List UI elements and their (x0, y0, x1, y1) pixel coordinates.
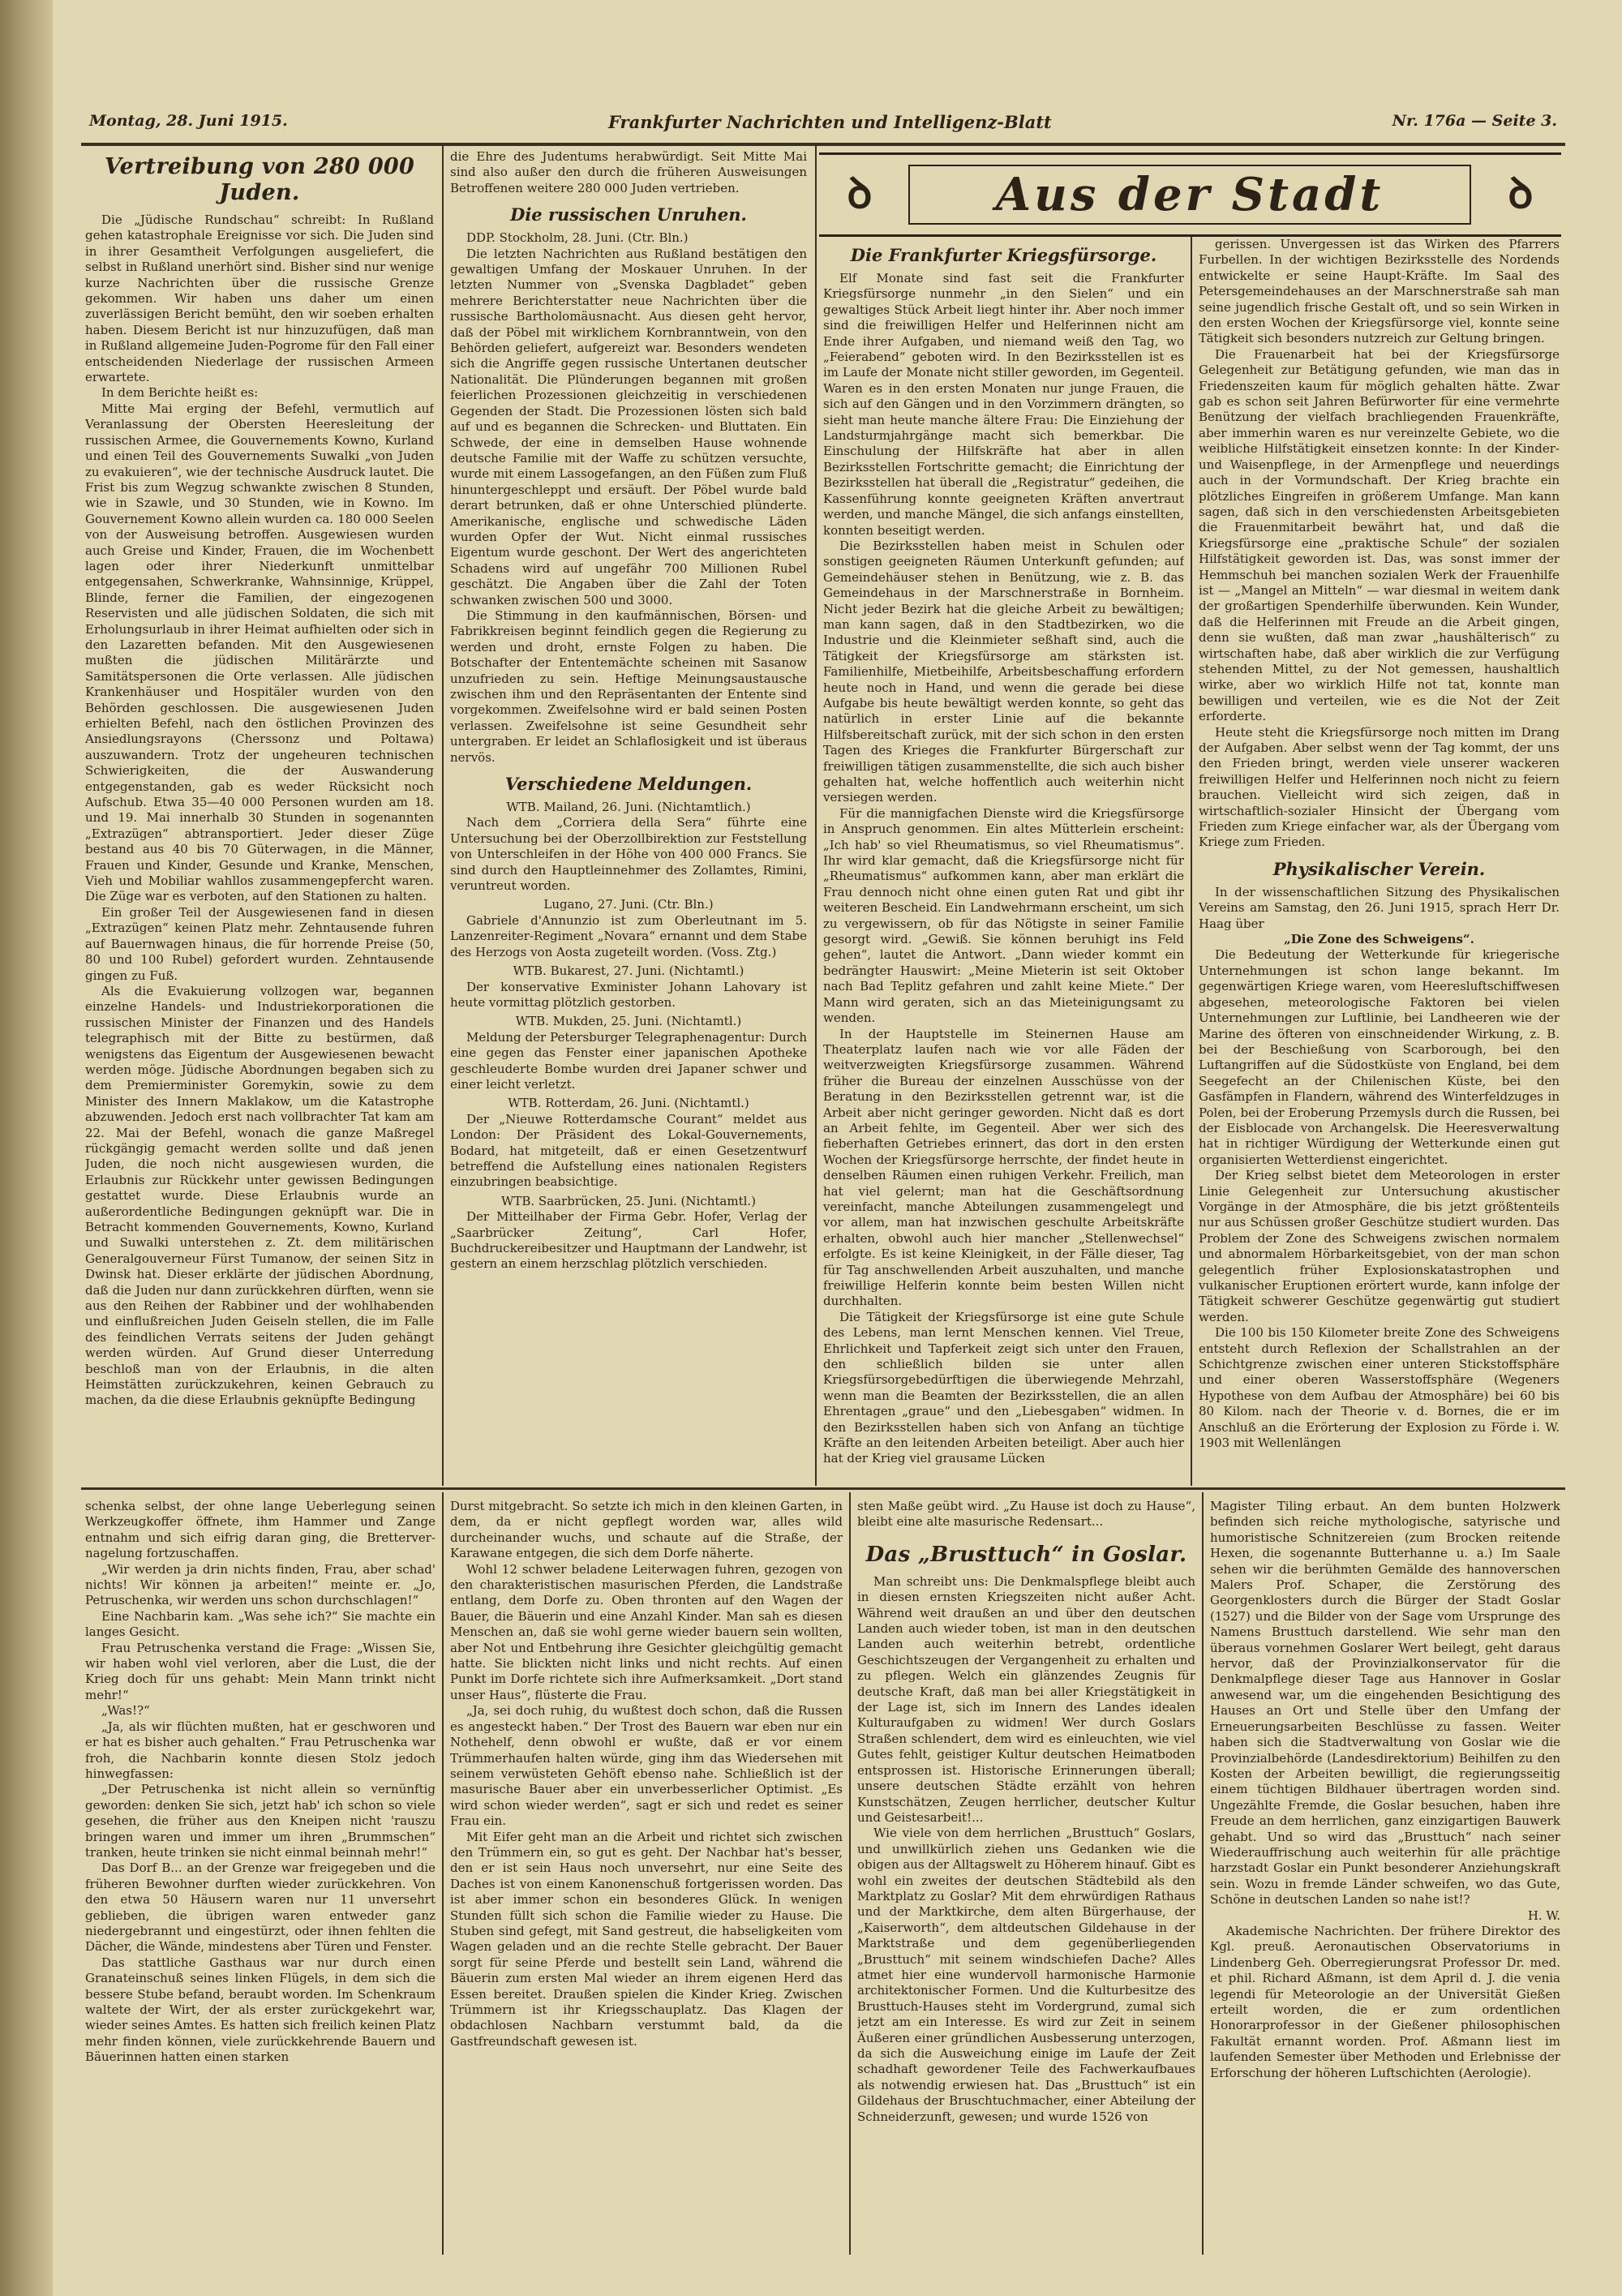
author-signature: H. W. (1527, 1908, 1560, 1923)
article-headline-unruhen: Die russischen Unruhen. (510, 204, 747, 225)
dateline: WTB. Bukarest, 27. Juni. (Nichtamtl.) (513, 963, 744, 979)
dateline: WTB. Mailand, 26. Juni. (Nichtamtlich.) (506, 800, 751, 815)
paragraph: In der wissenschaftlichen Sitzung des Physikalischen Vereins am Samstag, den 26. Juni 1915, sprach Herr Dr. Haag über (1199, 884, 1560, 931)
section-title-frame (908, 165, 1471, 225)
paragraph: Wohl 12 schwer beladene Leiterwagen fuhren, gezogen von den charakteristischen masurischen Pferden, die Landstraße entlang, dem Dorfe zu. Oben thronten auf den Wagen der Bauer, die Bäuerin und eine Anzahl Kinder. Man sah es diesen Menschen an, daß sie wohl gerne wieder bauern sein wollten, aber Not und Entbehrung ihre Gesichter gleichgültig gemacht hatte. Sie blickten nicht links und nicht rechts. Auf einen Punkt im Dorfe richtete sich ihre Aufmerksamkeit. „Dort stand unser Haus“, flüsterte die Frau. (450, 1561, 843, 1702)
paragraph: die Ehre des Judentums herabwürdigt. Seit Mitte Mai sind also außer den durch die früheren Ausweisungen Betroffenen weitere 280 000 Juden vertrieben. (450, 149, 807, 195)
column-rule (1191, 235, 1192, 1486)
paragraph: Ein großer Teil der Ausgewiesenen fand in diesen „Extrazügen“ keinen Platz mehr. Zehntausende fuhren auf Bauernwagen hinaus, die für horrende Preise (50, 80 und 100 Rubel) gefordert wurden. Zehntausende gingen zu Fuß. (85, 904, 434, 983)
paragraph: sten Maße geübt wird. „Zu Hause ist doch zu Hause“, bleibt eine alte masurische Redensart... (857, 1499, 1195, 1530)
dateline: Lugano, 27. Juni. (Ctr. Bln.) (543, 897, 714, 912)
paragraph: schenka selbst, der ohne lange Ueberlegung seinen Werkzeugkoffer öffnete, ihm Hammer und Zange entnahm und sich eifrig daran ging, die Bretterver-nagelung fortzuschaffen. (85, 1499, 436, 1561)
header-date: Montag, 28. Juni 1915. (89, 112, 288, 130)
paragraph: Heute steht die Kriegsfürsorge noch mitten im Drang der Aufgaben. Aber selbst wenn der Tag kommt, der uns den Frieden bringt, werden viele unserer wackeren freiwilligen Helfer und Helferinnen noch nicht zu feiern brauchen. Vielleicht wird sich zeigen, daß in wirtschaftlich-sozialer Hinsicht der Übergang vom Frieden zum Kriege einfacher war, als der Übergang vom Kriege zum Frieden. (1199, 724, 1560, 850)
column-rule (1202, 1492, 1204, 2255)
paragraph: Magister Tiling erbaut. An dem bunten Holzwerk befinden sich reiche mythologische, satyrische und humoristische Schnitzereien (zum Brocken reitende Hexen, die sogenannte Butterhanne u. a.) Im Saale sehen wir die berühmten Gemälde des hannoverschen Malers Prof. Schaper, die Zerstörung des Georgenklosters durch die Bürger der Stadt Goslar (1527) und die Bilder von der Sage vom Ursprunge des Namens Brusttuch darstellend. Wie sehr man den überaus vornehmen Goslarer Wert beilegt, geht daraus hervor, daß der Provinzialkonservator für die Denkmalpflege dieser Tage aus Hannover in Goslar anwesend war, um die eingehenden Besichtigung des Hauses an Ort und Stelle über den Umfang der Erneuerungsarbeiten Beschlüsse zu fassen. Weiter haben sich die Stadtverwaltung von Goslar wie die Provinzialbehörde (Landesdirektorium) Beihilfen zu den Kosten der Arbeiten bewilligt, die regierungsseitig einem tüchtigen Bildhauer übertragen worden sind. Ungezählte Fremde, die Goslar besuchen, haben ihre Freude an dem herrlichen, ganz einzigartigen Bauwerk gehabt. Und so wird das „Brusttuch“ nach seiner Wiederauffrischung auch weiterhin für alle prächtige harzstadt Goslar ein Punkt besonderer Anziehungskraft sein. Wozu in fremde Länder schweifen, wo das Gute, Schöne in deutschen Landen so nahe ist!? (1210, 1499, 1560, 1908)
paragraph: Die Bedeutung der Wetterkunde für kriegerische Unternehmungen ist schon lange bekannt. Im gegenwärtigen Kriege waren, vom Heeresluftschiffwesen abgesehen, meteorologische Faktoren bei vielen Unternehmungen zur Luftlinie, bei Landheeren wie der Marine des öfteren von einschneidender Wirkung, z. B. bei der Beschießung von Scarborough, bei den Luftangriffen auf die Südostküste von England, bei dem Seegefecht an der Chilenischen Küste, bei den Gasfämpfen in Flandern, während des Winterfeldzuges in Polen, bei der Eroberung Przemysls durch die Russen, bei der Eisblocade von Archangelsk. Die Heeresverwaltung hat in richtiger Würdigung der Wetterkunde einen gut organisierten Wetterdienst eingerichtet. (1199, 947, 1560, 1167)
column-2 (450, 149, 807, 1483)
article-headline-kriegsfuersorge: Die Frankfurter Kriegsfürsorge. (850, 245, 1157, 265)
paragraph: Die Stimmung in den kaufmännischen, Börsen- und Fabrikkreisen beginnt feindlich gegen die Regierung zu werden und droht, ernste Folgen zu haben. Die Botschafter der Ententemächte scheinen mit Sasanow unzufrieden zu sein. Heftige Meinungsaustausche zwischen ihm und den Repräsentanten der Entente sind vorgekommen. Zweifelsohne wird er bald seinen Posten verlassen. Zweifelsohne ist seine Gesundheit sehr untergraben. Er leidet an Schlaflosigkeit und ist überaus nervös. (450, 607, 807, 765)
lower-column-3 (857, 1499, 1195, 2253)
paragraph: Die Tätigkeit der Kriegsfürsorge ist eine gute Schule des Lebens, man lernt Menschen kennen. Viel Treue, Ehrlichkeit und Tapferkeit zeigt sich unter den Frauen, den schließlich bilden sie unter allen Kriegsfürsorgebedürftigen die überwiegende Mehrzahl, wenn man die Beamten der Bezirksstellen, die an allen Ehrentagen „graue“ und den „Liebesgaben“ widmen. In den Bezirksstellen haben sich von Anfang an tüchtige Kräfte an den leitenden Arbeiten beteiligt. Aber auch hier hat der Krieg viel grausame Lücken (823, 1309, 1184, 1466)
paragraph: In der Hauptstelle im Steinernen Hause am Theaterplatz laufen nach wie vor alle Fäden der weitverzweigten Kriegsfürsorge zusammen. Während früher die Bureau der einzelnen Ausschüsse von der Beratung in den Bezirksstellen getrennt war, ist die Arbeit aber nicht geringer geworden. Nicht daß es dort an Arbeit fehlte, im Gegenteil. Aber wer sich des fieberhaften Getriebes erinnert, das dort in den ersten Wochen der Kriegsfürsorge herrschte, der findet heute in denselben Räumen einen ruhigen Verkehr. Freilich, man hat viel gelernt; man hat die Geschäftsordnung vereinfacht, manche Abteilungen zusammengelegt und vor allem, man hat inzwischen geschulte Arbeitskräfte erhalten, obwohl auch hier mancher „Stellenwechsel“ erfolgte. Es ist keine Kleinigkeit, in der Fälle dieser, Tag für Tag anschwellenden Arbeit auszuhalten, und manche freiwillige Helferin konnte beim besten Willen nicht durchhalten. (823, 1026, 1184, 1309)
book-spine (0, 0, 53, 2296)
section-banner (819, 152, 1561, 237)
column-3 (823, 237, 1184, 1483)
fold-rule (81, 1487, 1565, 1490)
column-rule (442, 1492, 444, 2255)
lower-column-4 (1210, 1499, 1560, 2253)
paragraph: Eine Nachbarin kam. „Was sehe ich?“ Sie machte ein langes Gesicht. (85, 1608, 436, 1640)
paragraph: gerissen. Unvergessen ist das Wirken des Pfarrers Furbellen. In der wichtigen Bezirksstelle des Nordends entwickelte er seine Haupt-Kräfte. Im Saal des Petersgemeindehauses an der Marschnerstraße sah man seine jugendlich frische Gestalt oft, und so sein Wirken in den ersten Wochen der Kriegsfürsorge viel, konnte seine Tätigkeit sich besonders nutzreich zur Geltung bringen. (1199, 237, 1560, 346)
paragraph: Gabriele d'Annunzio ist zum Oberleutnant im 5. Lanzenreiter-Regiment „Novara“ ernannt und dem Stabe des Herzogs von Aosta zugeteilt worden. (Voss. Ztg.) (450, 912, 807, 959)
paragraph: Man schreibt uns: Die Denkmalspflege bleibt auch in diesen ernsten Kriegszeiten nicht außer Acht. Während weit draußen an und über den deutschen Landen auch wieder toben, ist man in den deutschen Landen auch weiterhin betrebt, ordentliche Geschichtszeugen der Vergangenheit zu erhalten und zu pflegen. Welch ein glänzendes Zeugnis für deutsche Kraft, daß man bei aller Kriegstätigkeit in der Lage ist, sich im Innern des Landes idealen Kulturaufgaben zu widmen! Wer durch Goslars Straßen schlendert, dem wird es einleuchten, wie viel Gutes fehlt, geistiger Kultur deutschen Heimatboden entsprossen ist. Historische Erinnerungen überall; unsere deutschen Städte erzählt von hehren Kunstschätzen, Zeugen herrlicher, deutscher Kultur und Geistesarbeit!... (857, 1573, 1195, 1825)
paragraph: Elf Monate sind fast seit die Frankfurter Kriegsfürsorge nunmehr „in den Sielen“ und ein gewaltiges Stück Arbeit liegt hinter ihr. Aber noch immer sind die freiwilligen Helfer und Helferinnen nicht am Ende ihrer Aufgaben, und niemand weiß den Tag, wo „Feierabend“ geboten wird. In den Bezirksstellen ist es im Laufe der Monate nicht stiller geworden, im Gegenteil. Waren es in den ersten Monaten nur junge Frauen, die sich auf den Gängen und in den Vorzimmern drängten, so sieht man heute manche ältere Frau: Die Einziehung der Landsturmjahrgänge macht sich bemerkbar. Die Einschulung der Hilfskräfte hat aber in allen Bezirksstellen Fortschritte gemacht; die Einrichtung der Bezirksstellen hat überall die „Registratur“ gedeihen, die Kassenführung konnte geeigneten Kräften anvertraut werden, und manche Mängel, die sich anfangs einstellten, konnten beseitigt werden. (823, 271, 1184, 538)
paragraph: „Der Petruschenka ist nicht allein so vernünftig geworden: denken Sie sich, jetzt hab' ich schon so viele gesehen, die früher aus den Kneipen nicht 'rauszu bringen waren und immer um ihren „Brummschen“ tranken, heute trinken sie nicht einmal beinnah mehr!“ (85, 1782, 436, 1860)
paragraph: Als die Evakuierung vollzogen war, begannen einzelne Handels- und Industriekorporationen die russischen Minister der Finanzen und des Handels telegraphisch mit der Bitte zu bestürmen, daß wenigstens das Eigentum der Ausgewiesenen bewacht werden möge. Jüdische Abordnungen begaben sich zu dem Premierminister Goremykin, sowie zu dem Minister des Innern Maklakow, um die Katastrophe abzuwenden. Jedoch erst nach vollbrachter Tat kam am 22. Mai der Befehl, wonach die ganze Maßregel rückgängig gemacht werden sollte und daß jenen Juden, die noch nicht ausgewiesen wurden, die Erlaubnis zur Rückkehr unter gewissen Bedingungen gestattet wurde. Diese Erlaubnis wurde an außerordentliche Bedingungen geknüpft war. Die in Betracht kommenden Gouvernements, Kowno, Kurland und Suwalki unterstehen z. Zt. dem militärischen Generalgouverneur Fürst Tumanow, der seinen Sitz in Dwinsk hat. Dieser erklärte der jüdischen Abordnung, daß die Juden nur dann zurückkehren dürften, wenn sie aus den Reihen der Rabbiner und der wohlhabenden und einflußreichen Juden Geiseln stellen, die im Falle des feindlichen Verrats seitens der Juden gehängt werden würden. Auf Grund dieser Unterredung beschloß man von der Erlaubnis, in die alten Heimstätten zurückzukehren, keinen Gebrauch zu machen, da die diese Erlaubnis geknüpfte Bedingung (85, 983, 434, 1408)
column-4 (1199, 237, 1560, 1483)
paragraph: „Ja, als wir flüchten mußten, hat er geschworen und er hat es bisher auch gehalten.“ Frau Petruschenka war froh, die Nachbarin konnte diesen Stolz jedoch hinwegfassen: (85, 1719, 436, 1781)
paragraph: Durst mitgebracht. So setzte ich mich in den kleinen Garten, in dem, da er nicht gepflegt worden war, alles wild durcheinander wuchs, und schaute auf die Straße, der Karawane entgegen, die sich dem Dorfe näherte. (450, 1499, 843, 1561)
dateline: WTB. Mukden, 25. Juni. (Nichtamtl.) (515, 1014, 742, 1029)
paragraph: Akademische Nachrichten. Der frühere Direktor des Kgl. preuß. Aeronautischen Observatoriums in Lindenberg Geh. Oberregierungsrat Professor Dr. med. et phil. Richard Aßmann, ist dem April d. J. die venia legendi für Meteorologie an der Universität Gießen erteilt worden, die er zum ordentlichen Honorarprofessor in der Gießener philosophischen Fakultät ernannt worden. Prof. Aßmann liest im laufenden Semester über Methoden und Erlebnisse der Erforschung der höheren Luftschichten (Aerologie). (1210, 1923, 1560, 2080)
paragraph: Der Mitteilhaber der Firma Gebr. Hofer, Verlag der „Saarbrücker Zeitung“, Carl Hofer, Buchdruckereibesitzer und Hauptmann der Landwehr, ist gestern an einem herzschlag plötzlich verschieden. (450, 1209, 807, 1272)
article-headline-brusttuch: Das „Brusttuch“ in Goslar. (865, 1542, 1187, 1567)
article-headline-verein: Physikalischer Verein. (1272, 858, 1486, 879)
article-headline-juden: Vertreibung von 280 000 Juden. (104, 154, 415, 205)
paragraph: Nach dem „Corriera della Sera“ führte eine Untersuchung bei der Oberzollbirektion zur Feststellung von Unterschleifen in der Höhe von 400 000 Francs. Sie sind durch den Hauptleinnehmer des Zollamtes, Rimini, veruntreut worden. (450, 815, 807, 894)
column-1 (85, 149, 434, 1483)
column-rule (442, 146, 444, 1486)
paragraph: In dem Berichte heißt es: (101, 385, 259, 401)
column-rule (815, 146, 817, 1486)
paragraph: „Ja, sei doch ruhig, du wußtest doch schon, daß die Russen es angesteckt haben.“ Der Trost des Bauern war eben nur ein Nothehelf, denn obwohl er wußte, daß er vor einem Trümmerhaufen halten würde, ging ihm das Wiedersehen mit seinem verwüsteten Gehöft ebenso nahe. Schließlich ist der masurische Bauer aber ein unverbesserlicher Optimist. „Es wird schon wieder werden“, sagt er sich und redet es seiner Frau ein. (450, 1703, 843, 1829)
lecture-title: „Die Zone des Schweigens“. (1284, 932, 1474, 947)
issue-number: Nr. 176a — Seite 3. (1392, 112, 1557, 130)
header-rule (81, 143, 1565, 146)
paragraph: Die Bezirksstellen haben meist in Schulen oder sonstigen geeigneten Räumen Unterkunft gefunden; auf Gemeindehäuser stehen in Benützung, wie z. B. das Gemeindehaus in der Marschnerstraße in Bornheim. Nicht jeder Bezirk hat die gleiche Arbeit zu bewältigen; man kann sagen, daß in den Stadtbezirken, wo die Industrie und die Kleinmieter seßhaft sind, auch die Tätigkeit der Kriegsfürsorge am stärksten ist. Familienhilfe, Mietbeihilfe, Arbeitsbeschaffung erfordern heute noch in Hand, und wenn die gerade bei diese Aufgabe bis heute bewältigt werden konnte, so geht das natürlich in erster Linie auf die bekannte Hilfsbereitschaft zurück, mit der sich schon in den ersten Tagen des Krieges die Frankfurter Bürgerschaft zur freiwilligen tätigen zusammenstellte, die sich auch bisher gehalten hat, welche hoffentlich auch weiterhin nicht versiegen werden. (823, 538, 1184, 805)
paragraph: „Was!?“ (101, 1703, 150, 1719)
paragraph: „Wir werden ja drin nichts finden, Frau, aber schad' nichts! Wir können ja arbeiten!“ meinte er. „Jo, Petruschenka, wir werden uns schon durchschlagen!“ (85, 1561, 436, 1608)
paragraph: Mit Eifer geht man an die Arbeit und richtet sich zwischen den Trümmern ein, so gut es geht. Der Nachbar hat's besser, den er ist sein Haus noch unversehrt, nur eine Seite des Daches ist von einem Kanonenschuß fortgerissen worden. Das ist aber immer schon ein besonderes Glück. In wenigen Stunden füllt sich schon die Familie wieder zu Hause. Die Stuben sind gefegt, mit Sand gestreut, die habseligkeiten vom Wagen geladen und an die rechte Stelle gebracht. Der Bauer sorgt für seine Pferde und bestellt sein Land, während die Bäuerin zum ersten Mal wieder an ihrem eigenen Herd das Essen bereitet. Draußen spielen die Kinder Krieg. Zwischen Trümmern ist ihr Kriegsschauplatz. Das Klagen der obdachlosen Nachbarn verstummt bald, da die Gastfreundschaft gewesen ist. (450, 1829, 843, 2049)
masthead: Frankfurter Nachrichten und Intelligenz-Blatt (608, 112, 1052, 132)
paragraph: Meldung der Petersburger Telegraphenagentur: Durch eine gegen das Fenster einer japanischen Apotheke geschleuderte Bombe wurden drei Japaner schwer und einer leicht verletzt. (450, 1029, 807, 1092)
paragraph: Das Dorf B... an der Grenze war freigegeben und die früheren Bewohner durften wieder zurückkehren. Von den etwa 50 Häusern waren nur 11 unversehrt geblieben, die übrigen waren entweder ganz niedergebrannt und eingestürzt, oder ihnen fehlten die Dächer, die Wände, mindestens aber Türen und Fenster. (85, 1860, 436, 1955)
column-rule (849, 1492, 851, 2255)
dateline: DDP. Stockholm, 28. Juni. (Ctr. Bln.) (466, 230, 689, 246)
paragraph: Die 100 bis 150 Kilometer breite Zone des Schweigens entsteht durch Reflexion der Schallstrahlen an der Schichtgrenze zwischen einer unteren Stickstoffsphäre und einer oberen Wasserstoffsphäre (Wegeners Hypothese von dem Aufbau der Atmosphäre) bei 60 bis 80 Kilom. nach der Theorie v. d. Bornes, die er im Anschluß an die Erörterung der Explosion zu Förde i. W. 1903 mit Wellenlängen (1199, 1325, 1560, 1451)
lower-column-2 (450, 1499, 843, 2253)
lower-column-1 (85, 1499, 436, 2253)
page-header (89, 112, 1557, 139)
paragraph: Wie viele von dem herrlichen „Brusttuch“ Goslars, und unwillkürlich ziehen uns Gedanken wie die obigen aus der Alltagswelt zu Höherem hinauf. Gibt es wohl ein zweites der deutschen Städtebild als den Marktplatz zu Goslar? Mit dem ehrwürdigen Rathaus und der Marktkirche, dem alten Bürgerhause, der „Kaiserworth“, dem altdeutschen Gildehause in der Marktstraße und dem gegenüberliegenden „Brusttuch“ mit seinem windschiefen Dache? Alles atmet hier eine wundervoll harmonische Harmonie architektonischer Formen. Und die Kulturbesitze des Brusttuch-Hauses steht im Vordergrund, zumal sich jetzt am ein Interesse. Es wird zur Zeit in seinem Äußeren einer gründlichen Ausbesserung unterzogen, da sich die Ausweichung einige im Laufe der Zeit schadhaft gewordener Teile des Fachwerkaufbaues als notwendig erwiesen hat. Das „Brusttuch“ ist ein Gildehaus der Bruschtuchmacher, einer Abteilung der Schneiderzunft, gewesen; und wurde 1526 von (857, 1826, 1195, 2124)
paragraph: Der „Nieuwe Rotterdamsche Courant“ meldet aus London: Der Präsident des Lokal-Gouvernements, Bodard, hat mitgeteilt, daß er einen Gesetzentwurf betreffend die Aufstellung eines nationalen Registers einzubringen beabsichtige. (450, 1111, 807, 1190)
paragraph: Frau Petruschenka verstand die Frage: „Wissen Sie, wir haben wohl viel verloren, aber die Lust, die der Krieg doch für uns gehabt: Mein Mann trinkt nicht mehr!“ (85, 1640, 436, 1702)
paragraph: Die Frauenarbeit hat bei der Kriegsfürsorge Gelegenheit zur Betätigung gefunden, wie man das in Friedenszeiten kaum für möglich gehalten hätte. Zwar gab es schon seit Jahren Befürworter für eine vermehrte Benützung der vielfach brachliegenden Frauenkräfte, aber immerhin waren es nur vereinzelte Gebiete, wo die weibliche Hilfstätigkeit einsetzen konnte: In der Kinder- und Waisenpflege, in der Armenpflege und neuerdings auch in der Vormundschaft. Der Krieg brachte ein plötzliches Eingreifen in größerem Umfange. Man kann sagen, daß sich in den verschiedensten Arbeitsgebieten die Frauenmitarbeit bewährt hat, und daß die Kriegsfürsorge eine „praktische Schule“ der sozialen Hilfstätigkeit geworden ist. Das, was sonst immer der Hemmschuh bei manchen sozialen Werk der Frauenhilfe ist — „Mangel an Mitteln“ — war diesmal in weitem dank der großartigen Spenderhilfe überwunden. Kein Wunder, daß die Helferinnen mit Freude an die Arbeit gingen, denn sie wußten, daß man zwar „haushälterisch“ zu wirtschaften habe, daß aber wirklich die zur Verfügung stehenden Mittel, zu der Not gemessen, haushaltlich wirke, aber wo wirklich Hilfe not tat, konnte man bewilligen und verteilen, wie es die Not der Zeit erforderte. (1199, 346, 1560, 724)
paragraph: Die letzten Nachrichten aus Rußland bestätigen den gewaltigen Umfang der Moskauer Unruhen. In der letzten Nummer von „Svenska Dagbladet“ geben mehrere Berichterstatter neue Nachrichten über die russische Bartholomäusnacht. Aus diesen geht hervor, daß der Pöbel mit wirklichem Kornbranntwein, von den Behörden geliefert, aufgereizt war. Besonders wendeten sich die Angriffe gegen russische Untertanen deutscher Nationalität. Die Plünderungen begannen mit großen feierlichen Prozessionen gleichzeitig in verschiedenen Gegenden der Stadt. Die Prozessionen lösten sich bald auf und es begannen die Schrecken- und Bluttaten. Ein Schwede, der eine in demselben Hause wohnende deutsche Familie mit der Waffe zu schützen versuchte, wurde mit einem Lassogefangen, an den Füßen zum Fluß hinuntergeschleppt und ersäuft. Der Pöbel wurde bald derart betrunken, daß er ohne Unterschied plünderte. Amerikanische, englische und schwedische Läden wurden Opfer der Wut. Nicht einmal russisches Eigentum wurde geschont. Der Wert des angerichteten Schadens wird auf ungefähr 700 Millionen Rubel geschätzt. Die Angaben über die Zahl der Toten schwanken zwischen 500 und 3000. (450, 246, 807, 607)
dateline: WTB. Rotterdam, 26. Juni. (Nichtamtl.) (508, 1096, 749, 1111)
ornament-left: ꝺ (847, 169, 873, 218)
paragraph: Für die mannigfachen Dienste wird die Kriegsfürsorge in Anspruch genommen. Ein altes Mütterlein erscheint: „Ich hab' so viel Rheumatismus, so viel Rheumatismus“. Ihr wird klar gemacht, daß die Kriegsfürsorge nicht für „Rheumatismus“ aufkommen kann, aber man erklärt die Frau dennoch nicht ohne einen guten Rat und gibt ihr weiteren Bescheid. Ein Landwehrmann erscheint, um sich zu vergewissern, ob für das Nötigste in seiner Familie gesorgt wird. „Gewiß. Sie können beruhigt ins Feld gehen“, lautet die Antwort. „Dann wieder kommt ein bedrängter Hauswirt: „Meine Mieterin ist seit Oktober nach Bad Teplitz gefahren und zahlt keine Miete.“ Der Mann wird geraten, sich an das Mieteinigungsamt zu wenden. (823, 805, 1184, 1026)
ornament-right: ꝺ (1508, 169, 1534, 218)
paragraph: Das stattliche Gasthaus war nur durch einen Granateinschuß seines linken Flügels, in dem sich die bessere Stube befand, beraubt worden. Im Schenkraum waltete der Wirt, der als erster zurückgekehrt war, wieder seines Amtes. Es hatten sich freilich keinen Platz mehr finden können, viele zurückkehrende Bauern und Bäuerinnen hatten einen starken (85, 1955, 436, 2065)
section-title: Aus der Stadt (995, 168, 1384, 221)
paragraph: Der konservative Exminister Johann Lahovary ist heute vormittag plötzlich gestorben. (450, 979, 807, 1010)
paragraph: Die „Jüdische Rundschau“ schreibt: In Rußland gehen katastrophale Ereignisse vor sich. Die Juden sind in ihrer Gesamtheit Verfolgungen ausgeliefert, die selbst in Rußland unerhört sind. Bisher sind nur wenige kurze Nachrichten über die russische Grenze gekommen. Wir haben uns daher um einen zuverlässigen Bericht bemüht, den wir soeben erhalten haben. Diesem Bericht ist nur hinzuzufügen, daß man in Rußland allgemeine Juden-Pogrome für den Fall einer entscheidenden Niederlage der russischen Armeen erwartete. (85, 212, 434, 385)
dateline: WTB. Saarbrücken, 25. Juni. (Nichtamtl.) (500, 1193, 757, 1208)
paragraph: Der Krieg selbst bietet dem Meteorologen in erster Linie Gelegenheit zur Untersuchung akustischer Vorgänge in der Atmosphäre, die bis jetzt größtenteils nur aus Schüssen großer Geschütze studiert wurden. Das Problem der Zone des Schweigens zwischen normalem und abnormalem Hörbarkeitsgebiet, von der man schon gelegentlich früher Explosionskatastrophen und vulkanischer Eruptionen erörtert wurde, kann infolge der Tätigkeit schwerer Geschütze gegenwärtig gut studiert werden. (1199, 1168, 1560, 1324)
paragraph: Mitte Mai erging der Befehl, vermutlich auf Veranlassung der Obersten Heeresleitung der russischen Armee, die Gouvernements Kowno, Kurland und einen Teil des Gouvernements Suwalki „von Juden zu evakuieren“, wie der technische Ausdruck lautet. Die Frist bis zum Wegzug schwankte zwischen 8 Stunden, wie in Szawle, und 30 Stunden, wie in Kowno. Im Gouvernement Kowno allein wurden ca. 180 000 Seelen von der Ausweisung betroffen. Ausgewiesen wurden auch Greise und Kinder, Frauen, die im Wochenbett lagen oder ihrer Niederkunft unmittelbar entgegensahen, Schwerkranke, Wahnsinnige, Krüppel, Blinde, ferner die Familien, der eingezogenen Reservisten und alle jüdischen Soldaten, die sich mit Erholungsurlaub in ihrer Heimat aufhielten oder sich in den Lazaretten befanden. Mit den Ausgewiesenen mußten die jüdischen Militärärzte und Samitätspersonen die Orte verlassen. Alle jüdischen Krankenhäuser und Hospitäler wurden von den Behörden geschlossen. Die ausgewiesenen Juden erhielten Befehl, nach den östlichen Provinzen des Ansiedlungsrayons (Cherssonz und Poltawa) auszuwandern. Trotz der ungeheuren technischen Schwierigkeiten, die der Auswanderung entgegenstanden, gab es weder Rücksicht noch Aufschub. Etwa 35—40 000 Personen wurden am 18. und 19. Mai innerhalb 30 Stunden in sogenannten „Extrazügen“ abtransportiert. Jeder dieser Züge bestand aus 40 bis 70 Güterwagen, in die Männer, Frauen und Kinder, Gesunde und Kranke, Menschen, Vieh und Mobiliar wahllos zusammengepfercht waren. Die Züge war es verboten, auf den Stationen zu halten. (85, 401, 434, 904)
article-headline-meldungen: Verschiedene Meldungen. (504, 774, 753, 795)
